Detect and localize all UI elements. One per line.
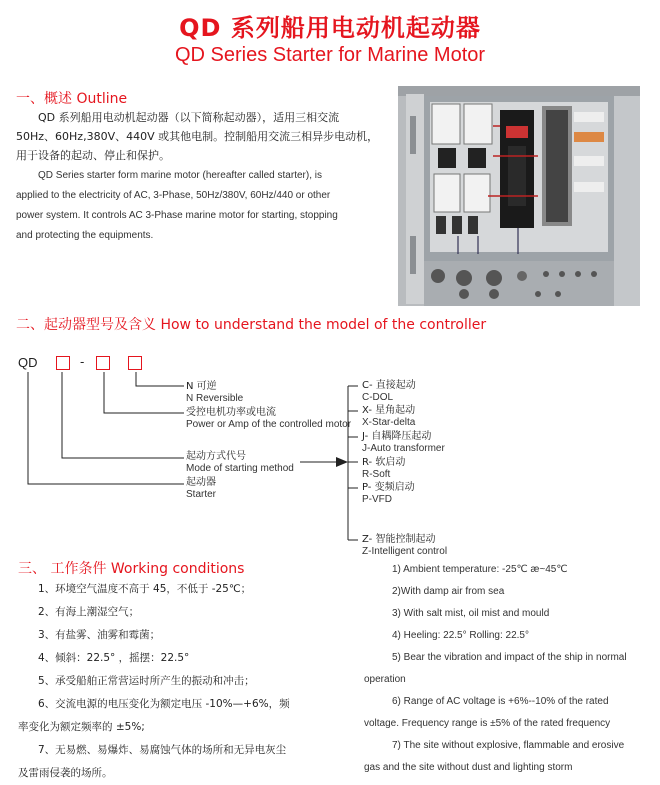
mode-en: C-DOL bbox=[362, 392, 394, 403]
start-mode-x bbox=[362, 405, 415, 429]
condition-en: 5) Bear the vibration and impact of the ship in normal bbox=[392, 652, 627, 663]
meaning-en: Mode of starting method bbox=[186, 463, 294, 474]
start-mode-c bbox=[362, 380, 416, 404]
meaning-cn: 起动器 bbox=[186, 477, 216, 488]
page-subtitle: QD Series Starter for Marine Motor bbox=[174, 44, 486, 66]
start-mode-p bbox=[362, 482, 415, 506]
page-title: QD 系列船用电动机起动器 bbox=[179, 14, 481, 42]
condition-cn: 及雷雨侵袭的场所。 bbox=[18, 767, 113, 779]
mode-cn: Z- 智能控制起动 bbox=[362, 534, 436, 545]
outline-en-line: power system. It controls AC 3-Phase marine motor for starting, stopping bbox=[16, 210, 338, 221]
condition-en: 6) Range of AC voltage is +6%--10% of the rated bbox=[392, 696, 609, 707]
mode-en: R-Soft bbox=[362, 469, 391, 480]
meaning-cn: 起动方式代号 bbox=[186, 451, 246, 462]
mode-en: P-VFD bbox=[362, 494, 392, 505]
condition-cn: 6、交流电源的电压变化为额定电压 -10%—+6%，频 bbox=[38, 698, 290, 710]
start-mode-r bbox=[362, 457, 405, 481]
conditions-cn-list bbox=[18, 578, 338, 785]
start-mode-j bbox=[362, 431, 445, 455]
condition-en: voltage. Frequency range is ±5% of the rated frequency bbox=[364, 718, 611, 729]
model-meaning-power bbox=[186, 407, 351, 431]
conditions-heading: 三、 工作条件 Working conditions bbox=[18, 561, 245, 577]
mode-cn: C- 直接起动 bbox=[362, 380, 416, 391]
mode-en: J-Auto transformer bbox=[362, 443, 445, 454]
outline-en-line: QD Series starter form marine motor (hereafter called starter), is bbox=[38, 170, 322, 181]
meaning-cn: N 可逆 bbox=[186, 381, 217, 392]
meaning-cn: 受控电机功率或电流 bbox=[186, 407, 276, 418]
model-meaning-starter bbox=[186, 477, 216, 501]
condition-cn: 3、有盐雾、油雾和霉菌； bbox=[38, 629, 161, 641]
condition-cn: 1、环境空气温度不高于 45，不低于 -25℃； bbox=[38, 583, 252, 595]
outline-en-line: and protecting the equipments. bbox=[16, 230, 154, 241]
conditions-en-list bbox=[364, 559, 654, 779]
mode-cn: X- 星角起动 bbox=[362, 405, 416, 416]
condition-en: 4) Heeling: 22.5° Rolling: 22.5° bbox=[392, 630, 529, 641]
condition-en: 2)With damp air from sea bbox=[392, 586, 505, 597]
condition-en: 1) Ambient temperature: -25℃ æ~45℃ bbox=[392, 564, 568, 575]
condition-cn: 5、承受船舶正常营运时所产生的振动和冲击； bbox=[38, 675, 255, 687]
model-heading: 二、起动器型号及含义 How to understand the model of the controller bbox=[16, 317, 487, 333]
condition-cn: 2、有海上潮湿空气； bbox=[38, 606, 140, 618]
mode-en: X-Star-delta bbox=[362, 417, 416, 428]
outline-heading: 一、概述 Outline bbox=[16, 91, 128, 107]
condition-en: operation bbox=[364, 674, 406, 685]
condition-cn: 4、倾斜：22.5° ，摇摆：22.5° bbox=[38, 652, 190, 664]
outline-cn-line: 用于设备的起动、停止和保护。 bbox=[16, 149, 170, 162]
meaning-en: Power or Amp of the controlled motor bbox=[186, 419, 352, 430]
condition-cn: 7、无易燃、易爆炸、易腐蚀气体的场所和无异电灰尘 bbox=[38, 744, 287, 756]
model-dash: - bbox=[80, 354, 85, 369]
condition-en: gas and the site without dust and lighting storm bbox=[364, 762, 573, 773]
outline-cn-line: QD 系列船用电动机起动器（以下简称起动器），适用三相交流 bbox=[38, 111, 340, 124]
condition-cn: 率变化为额定频率的 ±5%; bbox=[18, 721, 145, 733]
mode-cn: P- 变频启动 bbox=[362, 482, 415, 493]
condition-en: 3) With salt mist, oil mist and mould bbox=[392, 608, 550, 619]
model-meaning-mode bbox=[186, 451, 294, 475]
meaning-en: Starter bbox=[186, 489, 217, 500]
outline-cn-line: 50Hz、60Hz,380V、440V 或其他电制。控制船用交流三相异步电动机， bbox=[16, 130, 379, 143]
condition-en: 7) The site without explosive, flammable and erosive bbox=[392, 740, 625, 751]
meaning-en: N Reversible bbox=[186, 393, 244, 404]
model-meaning-reversible bbox=[186, 381, 243, 405]
mode-cn: J- 自耦降压起动 bbox=[362, 431, 432, 442]
outline-en-line: applied to the electricity of AC, 3-Phase, 50Hz/380V, 60Hz/440 or other bbox=[16, 190, 331, 201]
mode-cn: R- 软启动 bbox=[362, 457, 406, 468]
model-prefix: QD bbox=[18, 355, 38, 370]
mode-en: Z-Intelligent control bbox=[362, 546, 448, 557]
start-mode-z bbox=[362, 534, 447, 558]
